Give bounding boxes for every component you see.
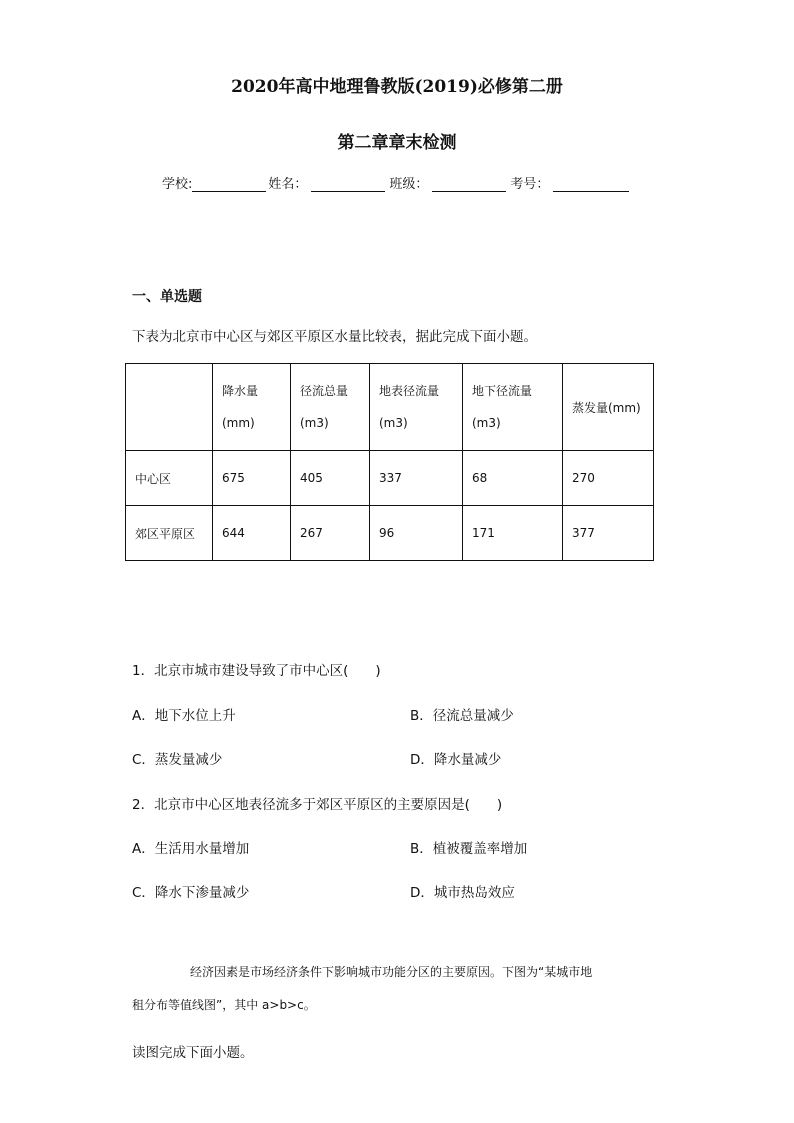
header-cell: 地下径流量 (m3) (463, 364, 563, 451)
name-label: 姓名： (268, 177, 308, 192)
header-cell: 地表径流量 (m3) (370, 364, 463, 451)
table-header-row (126, 364, 654, 451)
school-blank[interactable] (192, 177, 266, 192)
table-row (126, 506, 654, 561)
question-2-option-a[interactable]: A．生活用水量增加 (132, 841, 250, 857)
table-cell: 377 (563, 506, 654, 561)
exam-number-blank[interactable] (553, 177, 629, 192)
section-heading: 一、单选题 (132, 289, 202, 305)
table-row (126, 451, 654, 506)
question-2-stem: 2．北京市中心区地表径流多于郊区平原区的主要原因是( ) (132, 797, 503, 813)
table-cell: 68 (463, 451, 563, 506)
question-1-option-c[interactable]: C．蒸发量减少 (132, 752, 223, 768)
question-1-option-a[interactable]: A．地下水位上升 (132, 708, 236, 724)
class-blank[interactable] (432, 177, 506, 192)
header-cell: 降水量 (mm) (213, 364, 291, 451)
header-cell: 蒸发量(mm) (563, 364, 654, 451)
table-cell: 267 (291, 506, 370, 561)
question-2-option-c[interactable]: C．降水下渗量减少 (132, 885, 250, 901)
water-comparison-table (125, 363, 654, 561)
table-cell: 中心区 (126, 451, 213, 506)
table-cell: 644 (213, 506, 291, 561)
header-cell (126, 364, 213, 451)
header-cell: 径流总量 (m3) (291, 364, 370, 451)
question-2-option-b[interactable]: B．植被覆盖率增加 (410, 841, 528, 857)
passage-line-2: 租分布等值线图”，其中 a>b>c。 (132, 998, 316, 1012)
document-title: 2020年高中地理鲁教版(2019)必修第二册 (231, 77, 563, 97)
table-cell: 405 (291, 451, 370, 506)
question-1-option-d[interactable]: D．降水量减少 (410, 752, 502, 768)
document-subtitle: 第二章章末检测 (337, 133, 457, 153)
passage-line-3: 读图完成下面小题。 (132, 1045, 254, 1061)
question-2-option-d[interactable]: D．城市热岛效应 (410, 885, 515, 901)
passage-line-1: 经济因素是市场经济条件下影响城市功能分区的主要原因。下图为“某城市地 (190, 965, 593, 979)
table-cell: 171 (463, 506, 563, 561)
table-cell: 270 (563, 451, 654, 506)
table-cell: 337 (370, 451, 463, 506)
table-cell: 郊区平原区 (126, 506, 213, 561)
school-label: 学校: (162, 177, 193, 192)
class-label: 班级： (389, 177, 429, 192)
student-info-row (162, 173, 631, 192)
table-cell: 675 (213, 451, 291, 506)
table-intro: 下表为北京市中心区与郊区平原区水量比较表，据此完成下面小题。 (132, 329, 537, 345)
question-1-stem: 1．北京市城市建设导致了市中心区( ) (132, 663, 381, 679)
name-blank[interactable] (311, 177, 385, 192)
table-cell: 96 (370, 506, 463, 561)
question-1-option-b[interactable]: B．径流总量减少 (410, 708, 514, 724)
exam-number-label: 考号： (510, 177, 550, 192)
